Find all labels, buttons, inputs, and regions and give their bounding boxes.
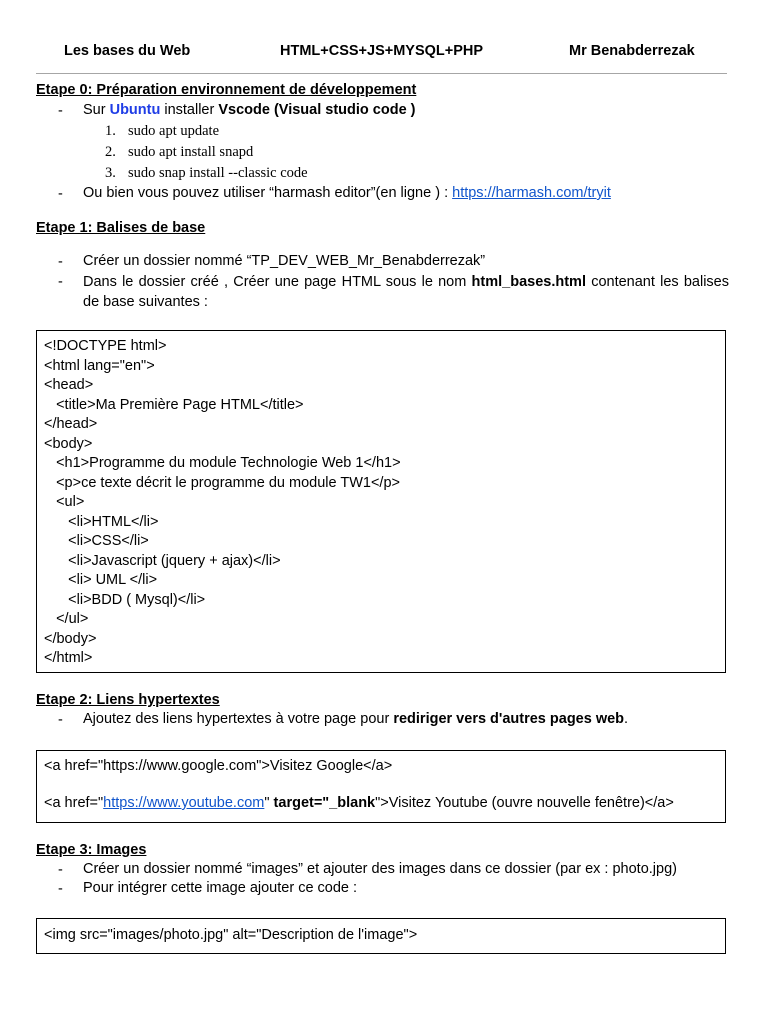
code-line: </head> [44,416,98,432]
step0-title: Etape 0: Préparation environnement de développement [36,82,417,98]
header-right: Mr Benabderrezak [569,43,695,59]
step3-title: Etape 3: Images [36,842,147,858]
step1-bullet1: Créer un dossier nommé “TP_DEV_WEB_Mr_Benabderrezak” [83,253,486,269]
code-line: <body> [44,435,93,452]
code-line: <ul> [44,494,85,510]
code-line: <li>HTML</li> [44,513,159,530]
code-line-img: <img src="images/photo.jpg" alt="Description de l'image"> [44,927,418,943]
code-line: <!DOCTYPE html> [44,338,167,354]
code-line: <li>Javascript (jquery + ajax)</li> [44,552,281,569]
step1-title: Etape 1: Balises de base [36,220,206,236]
bullet-dash: - [58,881,63,897]
command-3: 3. sudo snap install --classic code [105,165,308,181]
page-header [36,43,730,63]
step1-bullet2: Dans le dossier créé , Créer une page HTML sous le nom html_bases.html contenant les balises de base suivantes : [83,274,729,310]
step3-bullet1: Créer un dossier nommé “images” et ajouter des images dans ce dossier (par ex : photo.jpg) [83,861,677,877]
code-line: <head> [44,377,94,393]
command-2: 2. sudo apt install snapd [105,144,254,160]
bullet-dash: - [58,254,63,270]
bullet-dash: - [58,186,63,202]
bullet-dash: - [58,274,63,290]
header-center: HTML+CSS+JS+MYSQL+PHP [280,43,484,59]
code-line: <h1>Programme du module Technologie Web 1</h1> [44,455,401,471]
code-box-links [36,750,726,823]
step0-bullet2: Ou bien vous pouvez utiliser “harmash editor”(en ligne ) : https://harmash.com/tryit [83,185,611,201]
ubuntu-label: Ubuntu [109,102,161,118]
header-divider [36,73,727,74]
bullet-dash: - [58,712,63,728]
code-box-html-bases [36,330,726,673]
code-line: <html lang="en"> [44,357,155,374]
youtube-link[interactable]: https://www.youtube.com [103,795,265,811]
code-line: <li>BDD ( Mysql)</li> [44,591,206,608]
vscode-label: Vscode (Visual studio code ) [218,102,416,118]
header-left: Les bases du Web [64,43,191,59]
code-line: <li>CSS</li> [44,533,149,549]
step0-bullet1: Sur Ubuntu installer Vscode (Visual studio code ) [83,102,416,118]
code-line: <title>Ma Première Page HTML</title> [44,396,304,413]
code-line-google: <a href="https://www.google.com">Visitez Google</a> [44,758,393,774]
step2-bullet: Ajoutez des liens hypertextes à votre page pour rediriger vers d'autres pages web. [83,711,629,727]
code-line: </html> [44,650,93,666]
code-box-image [36,918,726,954]
harmash-link[interactable]: https://harmash.com/tryit [452,185,611,201]
step2-title: Etape 2: Liens hypertextes [36,692,220,708]
bullet-dash: - [58,103,63,119]
code-line: <li> UML </li> [44,572,158,588]
code-line: </ul> [44,611,89,627]
code-line-youtube: <a href="https://www.youtube.com" target="_blank">Visitez Youtube (ouvre nouvelle fenêtre)</a> [44,795,674,811]
command-1: 1. sudo apt update [105,123,220,139]
step3-bullet2: Pour intégrer cette image ajouter ce code : [83,880,358,896]
code-line: <p>ce texte décrit le programme du module TW1</p> [44,474,400,491]
bullet-dash: - [58,862,63,878]
code-line: </body> [44,630,97,647]
